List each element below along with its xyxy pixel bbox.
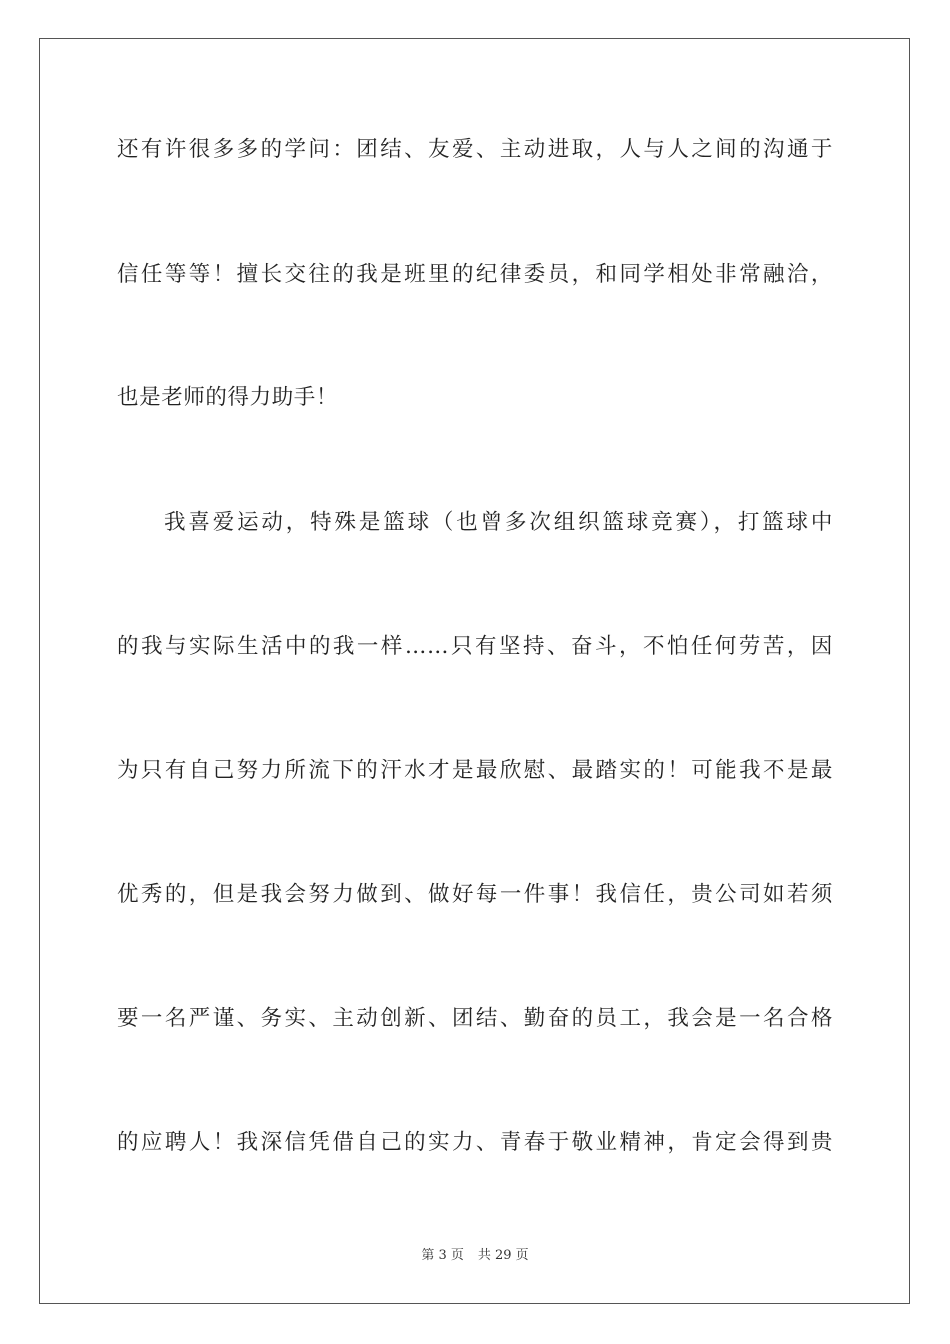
page-number: 第 3 页 (421, 1248, 464, 1263)
total-pages: 共 29 页 (477, 1248, 529, 1263)
body-text-line: 优秀的，但是我会努力做到、做好每一件事！我信任，贵公司如若须 (117, 882, 833, 907)
page-border (39, 38, 910, 1304)
page-footer (0, 1248, 950, 1264)
body-text-line: 也是老师的得力助手！ (117, 385, 339, 410)
body-text-line: 为只有自己努力所流下的汗水才是最欣慰、最踏实的！可能我不是最 (117, 758, 833, 783)
body-text-line: 要一名严谨、务实、主动创新、团结、勤奋的员工，我会是一名合格 (117, 1006, 833, 1031)
body-text-line: 还有许很多多的学问：团结、友爱、主动进取，人与人之间的沟通于 (117, 137, 833, 162)
body-text-line: 的我与实际生活中的我一样……只有坚持、奋斗，不怕任何劳苦，因 (117, 634, 833, 659)
body-text-line: 的应聘人！我深信凭借自己的实力、青春于敬业精神，肯定会得到贵 (117, 1130, 833, 1155)
paragraph-first-line: 我喜爱运动，特殊是篮球（也曾多次组织篮球竞赛），打篮球中 (164, 510, 833, 535)
body-text-line: 信任等等！擅长交往的我是班里的纪律委员，和同学相处非常融洽， (117, 262, 833, 287)
